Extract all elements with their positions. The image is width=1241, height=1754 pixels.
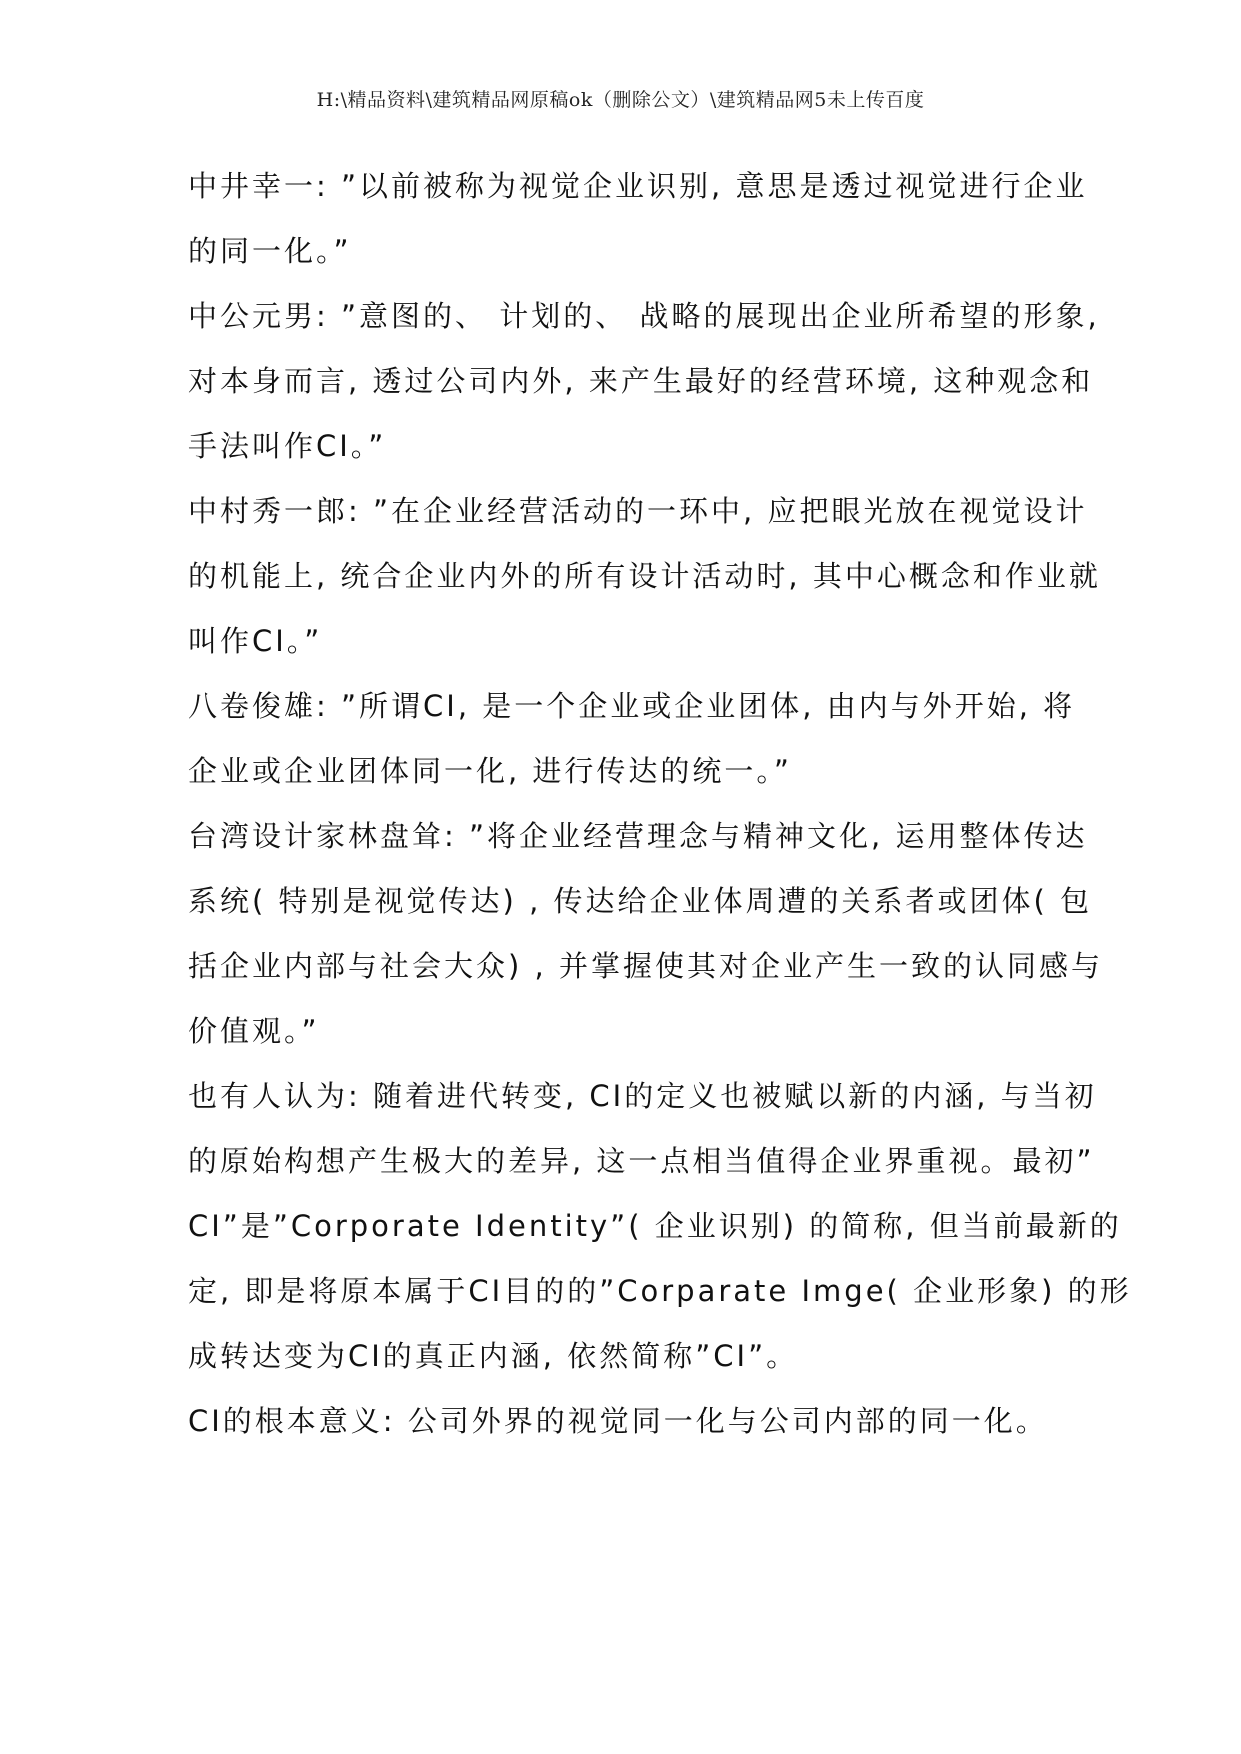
page-header-path: H:\精品资料\建筑精品网原稿ok（删除公文）\建筑精品网5未上传百度 (316, 89, 925, 111)
text-line: 价值观。” (188, 1014, 320, 1048)
document-body (188, 154, 1132, 1454)
text-line: 括企业内部与社会大众) , 并掌握使其对企业产生一致的认同感与 (188, 949, 1103, 983)
text-line: 对本身而言, 透过公司内外, 来产生最好的经营环境, 这种观念和 (188, 364, 1094, 398)
text-line: CI的根本意义: 公司外界的视觉同一化与公司内部的同一化。 (188, 1404, 1048, 1438)
text-line: 中村秀一郎: ”在企业经营活动的一环中, 应把眼光放在视觉设计 (188, 494, 1088, 528)
text-line: 手法叫作CI。” (188, 429, 387, 463)
text-line: 八卷俊雄: ”所谓CI, 是一个企业或企业团体, 由内与外开始, 将 (188, 689, 1076, 723)
text-line: 的机能上, 统合企业内外的所有设计活动时, 其中心概念和作业就 (188, 559, 1101, 593)
text-line: 也有人认为: 随着进代转变, CI的定义也被赋以新的内涵, 与当初 (188, 1079, 1097, 1113)
text-line: 的原始构想产生极大的差异, 这一点相当值得企业界重视。最初” (188, 1144, 1095, 1178)
text-line: 成转达变为CI的真正内涵, 依然简称”CI”。 (188, 1339, 799, 1373)
text-line: 定, 即是将原本属于CI目的的”Corparate Imge( 企业形象) 的形 (188, 1274, 1132, 1308)
text-line: 台湾设计家林盘耸: ”将企业经营理念与精神文化, 运用整体传达 (188, 819, 1088, 853)
text-line: 叫作CI。” (188, 624, 323, 658)
text-line: 的同一化。” (188, 234, 352, 268)
text-line: 系统( 特别是视觉传达) , 传达给企业体周遭的关系者或团体( 包 (188, 884, 1093, 918)
text-line: 中井幸一: ”以前被称为视觉企业识别, 意思是透过视觉进行企业 (188, 169, 1088, 203)
text-line: CI”是”Corporate Identity”( 企业识别) 的简称, 但当前最新的 (188, 1209, 1122, 1243)
text-line: 企业或企业团体同一化, 进行传达的统一。” (188, 754, 792, 788)
text-line: 中公元男: ”意图的、 计划的、 战略的展现出企业所希望的形象, (188, 299, 1100, 333)
